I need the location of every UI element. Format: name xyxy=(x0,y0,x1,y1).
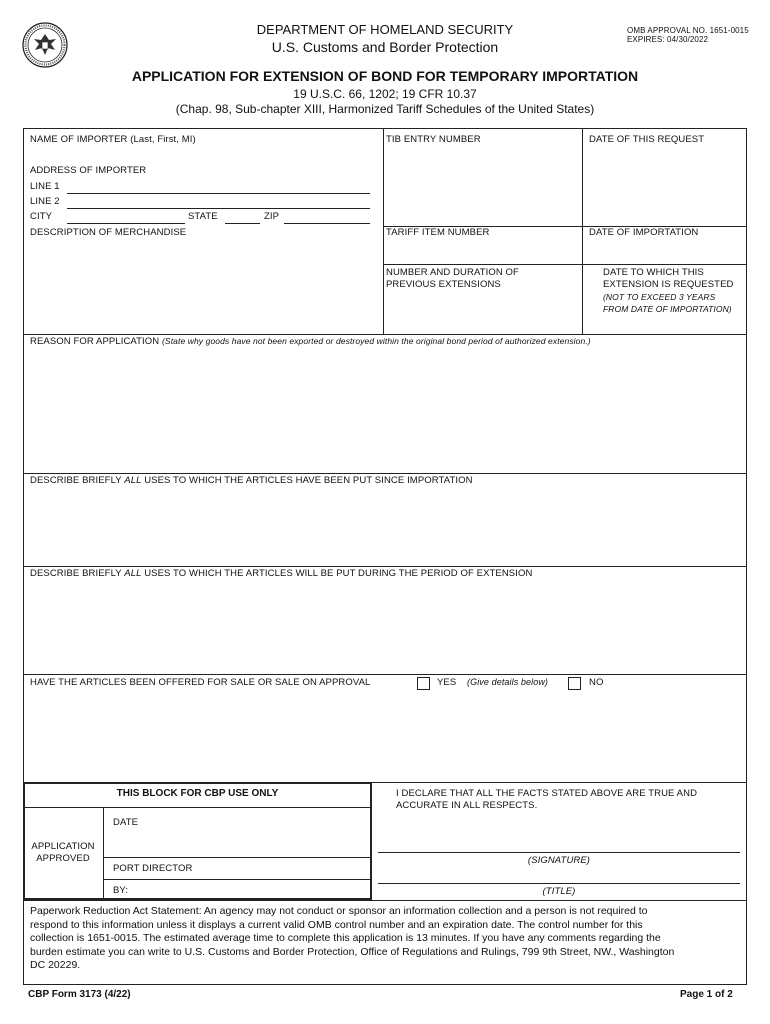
form-citation: 19 U.S.C. 66, 1202; 19 CFR 10.37 xyxy=(293,87,477,101)
prev-ext-label-2: PREVIOUS EXTENSIONS xyxy=(386,279,501,290)
date-import-field[interactable] xyxy=(582,240,747,264)
omb-approval: OMB APPROVAL NO. 1651-0015 xyxy=(627,26,749,35)
prev-ext-label-1: NUMBER AND DURATION OF xyxy=(386,267,519,278)
address-label: ADDRESS OF IMPORTER xyxy=(30,165,147,176)
reason-label: REASON FOR APPLICATION (State why goods have not been exported or destroyed within the original bond period of authorized extension.) xyxy=(30,336,591,347)
cbp-block-heading: THIS BLOCK FOR CBP USE ONLY xyxy=(116,788,279,799)
zip-field[interactable] xyxy=(284,223,370,224)
ext-note-2: FROM DATE OF IMPORTATION) xyxy=(603,304,732,314)
agency-name: DEPARTMENT OF HOMELAND SECURITY xyxy=(256,22,514,37)
tib-entry-field[interactable] xyxy=(383,128,582,226)
state-field[interactable] xyxy=(225,223,260,224)
dhs-seal-icon xyxy=(22,22,68,68)
title-field[interactable] xyxy=(378,883,740,884)
state-label: STATE xyxy=(188,211,218,222)
yes-note: (Give details below) xyxy=(467,677,549,687)
tariff-item-label: TARIFF ITEM NUMBER xyxy=(386,227,490,238)
date-import-label: DATE OF IMPORTATION xyxy=(589,227,699,238)
uses-future-field[interactable] xyxy=(24,583,746,674)
signature-label: (SIGNATURE) xyxy=(527,855,591,866)
uses-future-label: DESCRIBE BRIEFLY ALL USES TO WHICH THE ARTICLES WILL BE PUT DURING THE PERIOD OF EXTENSION xyxy=(30,568,533,579)
importer-name-field[interactable] xyxy=(24,146,383,164)
zip-label: ZIP xyxy=(264,211,280,222)
no-checkbox[interactable] xyxy=(568,677,581,690)
line1-label: LINE 1 xyxy=(30,181,60,192)
declaration-line-1: I DECLARE THAT ALL THE FACTS STATED ABOVE ARE TRUE AND xyxy=(396,788,698,799)
line2-label: LINE 2 xyxy=(30,196,60,207)
app-approved-label-1: APPLICATION xyxy=(31,841,95,852)
date-request-label: DATE OF THIS REQUEST xyxy=(589,134,705,145)
app-approved-label-2: APPROVED xyxy=(36,853,90,864)
city-label: CITY xyxy=(30,211,53,222)
yes-checkbox[interactable] xyxy=(417,677,430,690)
description-field[interactable] xyxy=(24,240,383,333)
by-label: BY: xyxy=(113,885,129,896)
cbp-date-label: DATE xyxy=(113,817,139,828)
importer-name-label: NAME OF IMPORTER (Last, First, MI) xyxy=(30,134,196,145)
tariff-item-field[interactable] xyxy=(383,240,582,264)
uses-past-label: DESCRIBE BRIEFLY ALL USES TO WHICH THE ARTICLES HAVE BEEN PUT SINCE IMPORTATION xyxy=(30,475,473,486)
title-label: (TITLE) xyxy=(542,886,576,897)
agency-subname: U.S. Customs and Border Protection xyxy=(271,39,499,55)
port-director-label: PORT DIRECTOR xyxy=(113,863,193,874)
offered-question: HAVE THE ARTICLES BEEN OFFERED FOR SALE OR SALE ON APPROVAL xyxy=(30,677,371,688)
uses-past-field[interactable] xyxy=(24,490,746,566)
form-chapter: (Chap. 98, Sub-chapter XIII, Harmonized Tariff Schedules of the United States) xyxy=(175,102,595,116)
city-field[interactable] xyxy=(67,223,185,224)
form-title: APPLICATION FOR EXTENSION OF BOND FOR TEMPORARY IMPORTATION xyxy=(131,68,639,84)
yes-label: YES xyxy=(437,677,457,688)
signature-field[interactable] xyxy=(378,852,740,853)
declaration-line-2: ACCURATE IN ALL RESPECTS. xyxy=(396,800,538,811)
offered-details-field[interactable] xyxy=(24,694,746,782)
line1-field[interactable] xyxy=(67,193,370,194)
description-label: DESCRIPTION OF MERCHANDISE xyxy=(30,227,187,238)
line2-field[interactable] xyxy=(67,208,370,209)
omb-expires: EXPIRES: 04/30/2022 xyxy=(627,35,709,44)
no-label: NO xyxy=(589,677,604,688)
paperwork-statement: Paperwork Reduction Act Statement: An agency may not conduct or sponsor an information collection and a person is not required to respond to this information unless it displays a current valid OMB control number and an expiration date. The control number for this collection is 1651-0015. The estimated average time to complete this application is 13 minutes. If you have any comments regarding the burden estimate you can write to U.S. Customs and Border Protection, Office of Regulations and Rulings, 799 9th Street, NW., Washington DC 20229. xyxy=(30,905,675,971)
form-id: CBP Form 3173 (4/22) xyxy=(28,989,131,1000)
ext-note-1: (NOT TO EXCEED 3 YEARS xyxy=(603,292,716,302)
page-number: Page 1 of 2 xyxy=(680,989,733,1000)
tib-entry-label: TIB ENTRY NUMBER xyxy=(386,134,481,145)
ext-date-label-1: DATE TO WHICH THIS xyxy=(603,267,704,278)
date-request-field[interactable] xyxy=(582,128,747,226)
reason-field[interactable] xyxy=(24,350,746,473)
ext-date-label-2: EXTENSION IS REQUESTED xyxy=(603,279,734,290)
